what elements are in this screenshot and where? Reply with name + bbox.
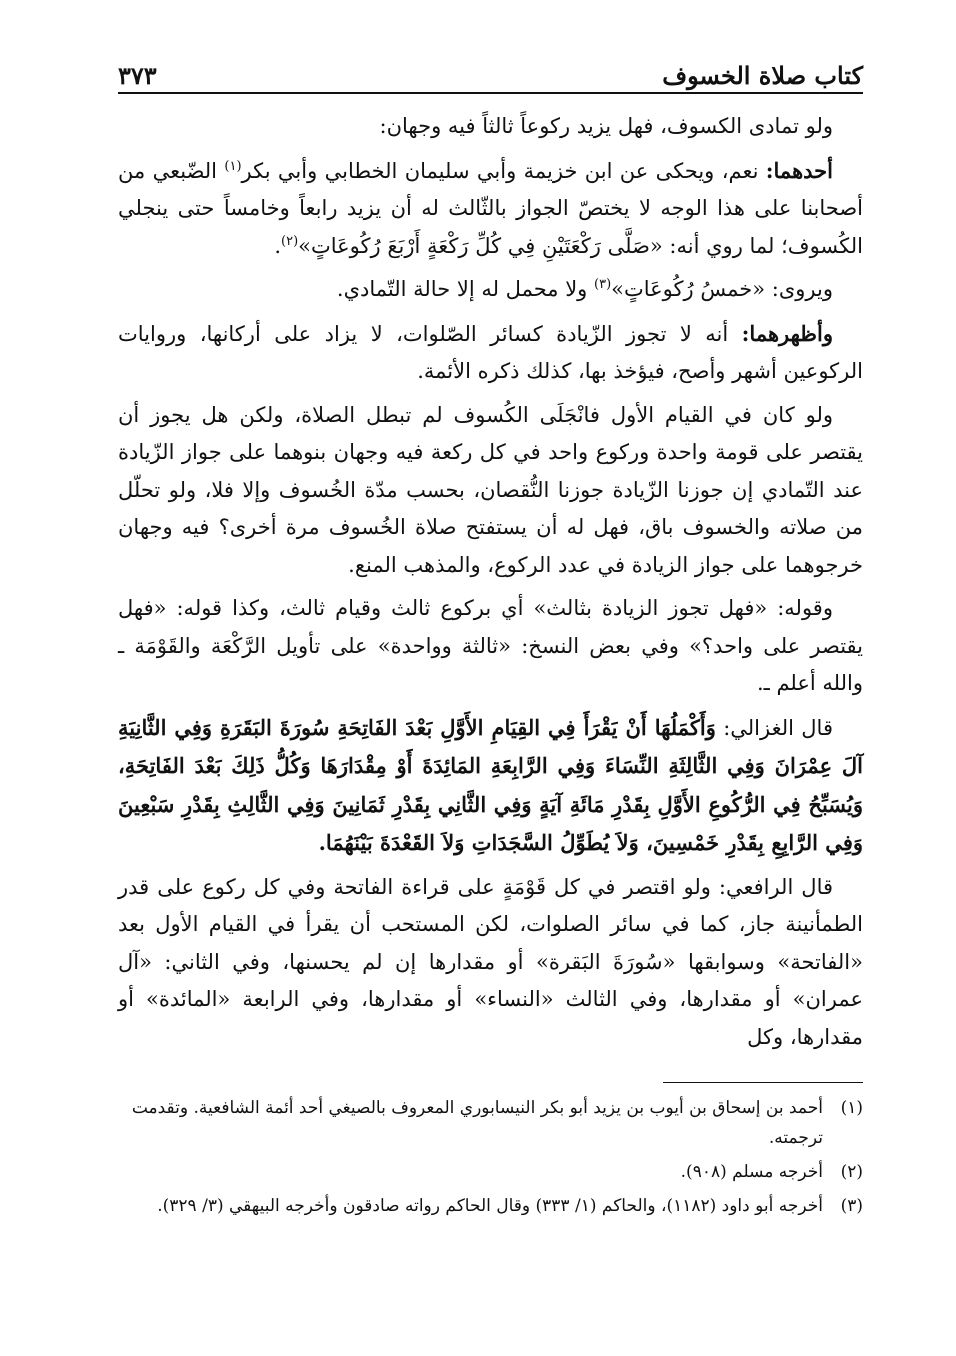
page-header	[118, 50, 863, 94]
paragraph	[118, 108, 863, 146]
footnote	[118, 1157, 863, 1187]
footnote-number: (٢)	[840, 1162, 863, 1182]
footnote-ref[interactable]: (١)	[224, 158, 242, 174]
paragraph	[118, 590, 863, 703]
footnote-text: أخرجه مسلم (٩٠٨).	[680, 1162, 823, 1182]
footnotes	[118, 1093, 863, 1221]
paragraph-text: ولو كان في القيام الأول فانْجَلَى الكُسوف لم تبطل الصلاة، ولكن هل يجوز أن يقتصر على قومة واحدة وركوع واحد في كل ركعة فيه وجهان بنوهما على جواز الزّيادة عند التّمادي إن جوزنا الزّيادة جوزنا النُّقصان، بحسب مدّة الخُسوف وإلا فلا، ولو تحلّل من صلاته والخسوف باق، فهل له أن يستفتح صلاة الخُسوف مرة أخرى؟ فيه وجهان خرجوهما على جواز الزيادة في عدد الركوع، والمذهب المنع.	[118, 402, 863, 577]
paragraph-text: ولو تمادى الكسوف، فهل يزيد ركوعاً ثالثاً فيه وجهان:	[379, 114, 833, 138]
main-text	[118, 108, 863, 1056]
paragraph-text: قال الرافعي: ولو اقتصر في كل قَوْمَةٍ على قراءة الفاتحة وفي كل ركوع على قدر الطمأنينة جاز، كما في سائر الصلوات، لكن المستحب أن يقرأ في القيام الأول بعد «الفاتحة» وسوابقها «سُورَةَ البَقرة» أو مقدارها إن لم يحسنها، وفي الثاني: «آل عمران» أو مقدارها، وفي الثالث «النساء» أو مقدارها، وفي الرابعة «المائدة» أو مقدارها، وكل	[118, 874, 863, 1049]
chapter-title: كتاب صلاة الخسوف	[662, 61, 863, 90]
paragraph-text: وقوله: «فهل تجوز الزيادة بثالث» أي بركوع ثالث وقيام ثالث، وكذا قوله: «فهل يقتصر على واحد؟» وفي بعض النسخ: «ثالثة وواحدة» على تأويل الرَّكْعَة والقَوْمَة ـ والله أعلم ـ.	[118, 596, 863, 695]
paragraph	[118, 271, 863, 309]
paragraph	[118, 315, 863, 391]
paragraph-text: قال الغزالي:	[715, 715, 833, 740]
paragraph	[118, 709, 863, 863]
footnote-text: أخرجه أبو داود (١١٨٢)، والحاكم (١/ ٣٣٣) وقال الحاكم رواته صادقون وأخرجه البيهقي (٣/ ٣٢٩).	[157, 1196, 823, 1216]
paragraph	[118, 869, 863, 1057]
paragraph-text: .	[274, 233, 281, 258]
page-number: ٣٧٣	[118, 61, 157, 90]
footnote-number: (٣)	[840, 1196, 863, 1216]
footnote-number: (١)	[840, 1098, 863, 1118]
footnote-divider	[663, 1082, 863, 1083]
footnote	[118, 1191, 863, 1221]
paragraph-text: نعم، ويحكى عن ابن خزيمة وأبي سليمان الخطابي وأبي بكر	[241, 158, 766, 183]
quoted-matn: وَأَكْمَلُهَا أَنْ يَقْرَأَ فِي القِيَامِ الأَوَّلِ بَعْدَ الفَاتِحَةِ سُورَةَ البَقَرَةِ وَفِي الثَّانِيَةِ آلَ عِمْرَانَ وَفِي الثَّالِثَةِ النِّسَاءَ وَفِي الرَّابِعَةِ المَائِدَةَ أَوْ مِقْدَارَهَا وَكُلُّ ذَلِكَ بَعْدَ الفَاتِحَةِ، وَيُسَبِّحُ فِي الرُّكُوعِ الأَوَّلِ بِقَدْرِ مَائَةِ آيَةٍ وَفِي الثَّانِي بِقَدْرِ ثَمَانِينَ وَفِي الثَّالِثِ بِقَدْرِ سَبْعِينَ وَفِي الرَّابِعِ بِقَدْرِ خَمْسِينَ، وَلاَ يُطَوِّلُ السَّجَدَاتِ وَلاَ القَعْدَةَ بَيْنَهُمَا.	[118, 714, 863, 855]
footnote	[118, 1093, 863, 1153]
paragraph-text: ويروى: «خمسُ رُكُوعَاتٍ»	[611, 277, 833, 301]
paragraph	[118, 397, 863, 585]
paragraph	[118, 152, 863, 266]
footnote-ref[interactable]: (٢)	[281, 233, 299, 249]
paragraph-lead: وأظهرهما:	[741, 320, 833, 346]
paragraph-text: ولا محمل له إلا حالة التّمادي.	[336, 277, 594, 301]
footnote-text: أحمد بن إسحاق بن أيوب بن يزيد أبو بكر النيسابوري المعروف بالصيغي أحد أئمة الشافعية. وتقدمت ترجمته.	[131, 1098, 823, 1148]
book-page	[118, 50, 863, 1225]
paragraph-text: الضّبعي من أصحابنا على هذا الوجه لا يختصّ الجواز بالثّالث له أن يزيد رابعاً وخامساً حتى ينجلي الكُسوف؛ لما روي أنه: «صَلَّى رَكْعَتَيْنِ فِي كُلِّ رَكْعَةٍ أَرْبَعَ رُكُوعَاتٍ»	[118, 158, 863, 258]
paragraph-text: أنه لا تجوز الزّيادة كسائر الصّلوات، لا يزاد على أركانها، وروايات الركوعين أشهر وأصح، فيؤخذ بها، كذلك ذكره الأئمة.	[118, 321, 863, 383]
footnote-ref[interactable]: (٣)	[594, 277, 612, 292]
paragraph-lead: أحدهما:	[765, 157, 833, 183]
